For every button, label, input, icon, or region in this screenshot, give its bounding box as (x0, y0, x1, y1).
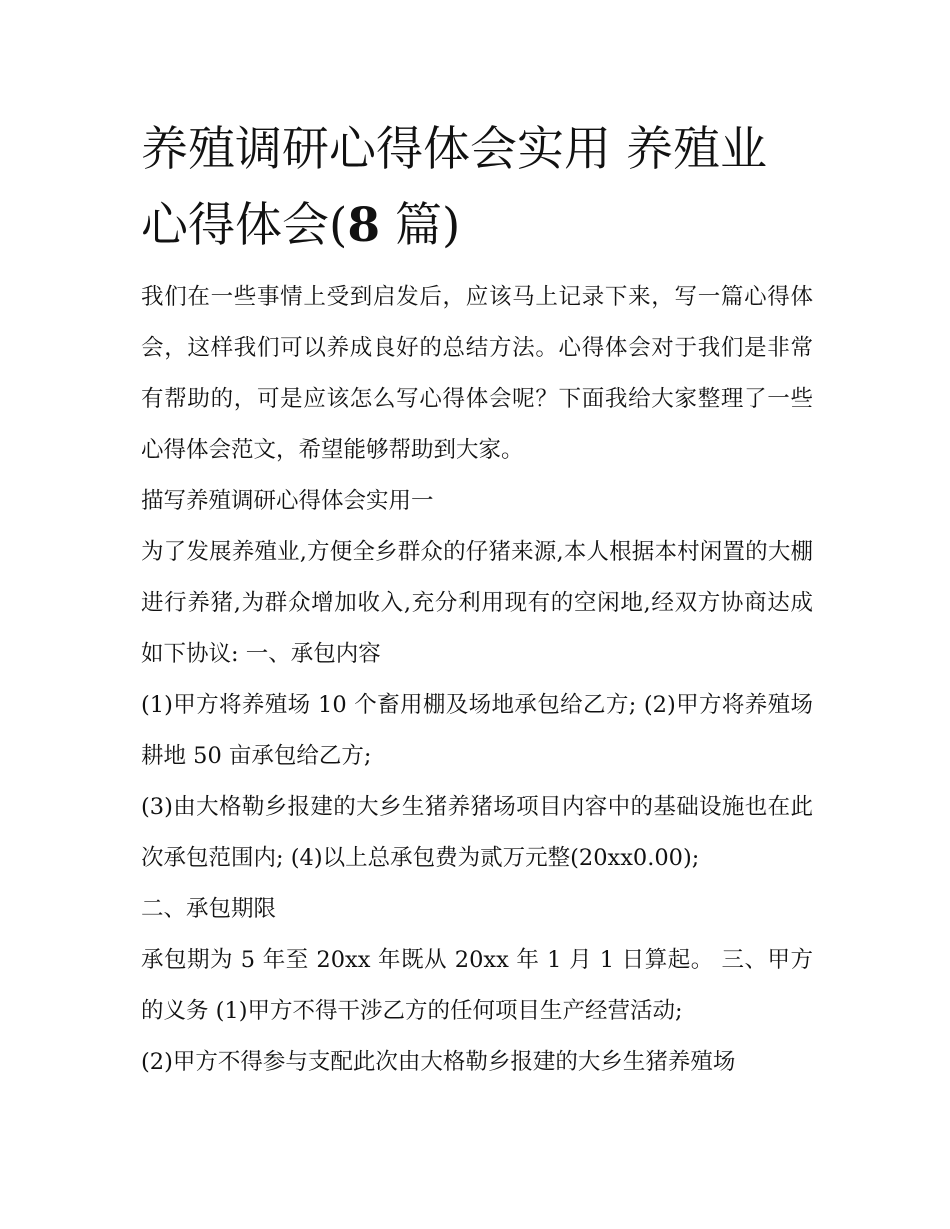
contract-item-3-4: (3)由大格勒乡报建的大乡生猪养猪场项目内容中的基础设施也在此次承包范围内; (4)以上总承包费为贰万元整(20xx0.00); (141, 794, 813, 871)
section-heading-2: 二、承包期限 (141, 896, 277, 922)
contract-term-paragraph: 承包期为 5 年至 20xx 年既从 20xx 年 1 月 1 日算起。 三、甲方的义务 (1)甲方不得干涉乙方的任何项目生产经营活动; (141, 947, 813, 1024)
intro-paragraph: 我们在一些事情上受到启发后，应该马上记录下来，写一篇心得体会，这样我们可以养成良好的总结方法。心得体会对于我们是非常有帮助的，可是应该怎么写心得体会呢？下面我给大家整理了一些心得体会范文，希望能够帮助到大家。 (141, 284, 813, 463)
agreement-paragraph: 为了发展养殖业,方便全乡群众的仔猪来源,本人根据本村闲置的大棚进行养猪,为群众增加收入,充分利用现有的空闲地,经双方协商达成如下协议: 一、承包内容 (141, 539, 813, 667)
document-title (141, 112, 813, 264)
section-heading-1: 描写养殖调研心得体会实用一 (141, 488, 434, 514)
contract-item-1-2: (1)甲方将养殖场 10 个畜用棚及场地承包给乙方; (2)甲方将养殖场耕地 50 亩承包给乙方; (141, 692, 813, 769)
obligation-paragraph: (2)甲方不得参与支配此次由大格勒乡报建的大乡生猪养殖场 (141, 1049, 736, 1075)
title-count: 8 (347, 198, 381, 253)
document-page (141, 112, 813, 1088)
title-text-part1: 养殖调研心得体会实用 养殖业心得体会( (141, 122, 767, 253)
title-text-part2: 篇) (380, 198, 461, 253)
